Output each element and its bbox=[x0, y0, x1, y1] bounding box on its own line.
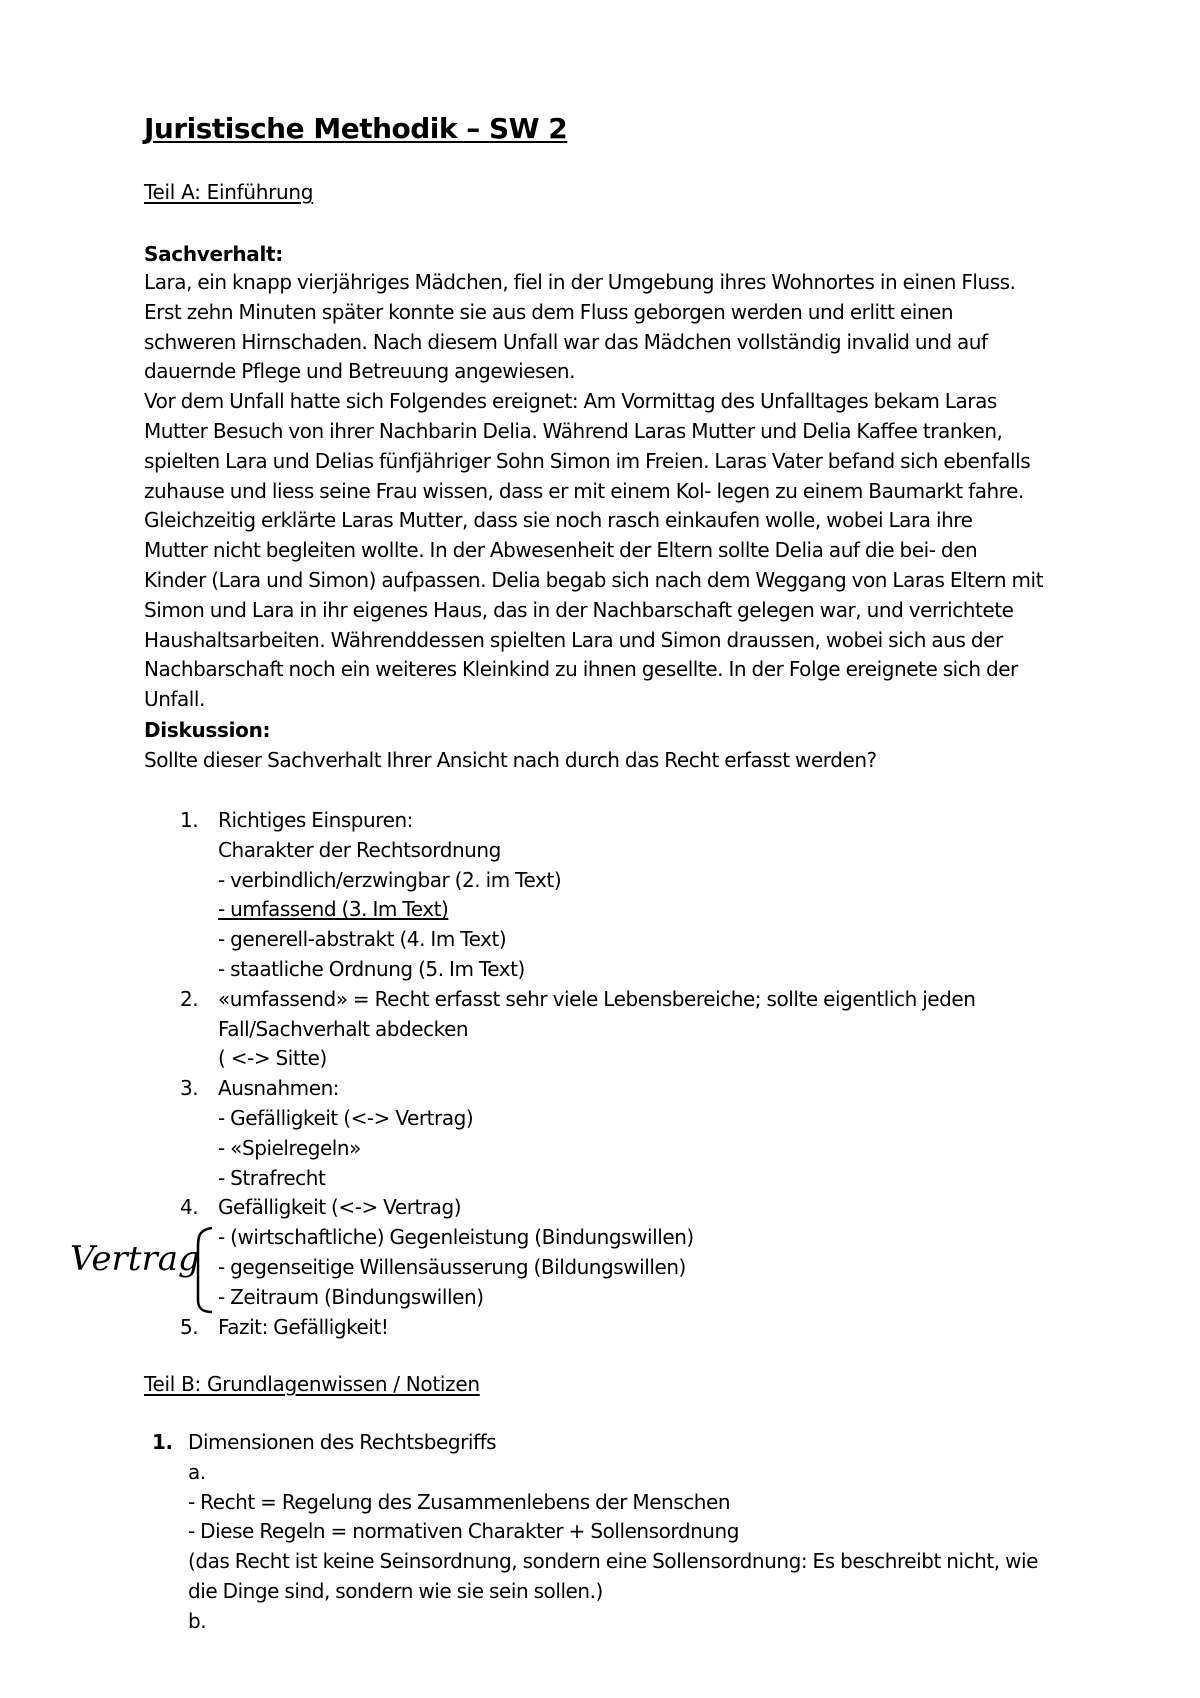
text-line: Vor dem Unfall hatte sich Folgendes ereignet: Am Vormittag des Unfalltages bekam Laras bbox=[144, 389, 997, 414]
list-text: a. bbox=[188, 1459, 206, 1484]
section-heading-teil-b: Teil B: Grundlagenwissen / Notizen bbox=[144, 1372, 480, 1396]
text-line: Lara, ein knapp vierjähriges Mädchen, fiel in der Umgebung ihres Wohnortes in einen Fluss. bbox=[144, 270, 1016, 294]
list-number: 2. bbox=[180, 986, 199, 1011]
text-line: dauernde Pflege und Betreuung angewiesen. bbox=[144, 359, 576, 384]
page-title: Juristische Methodik – SW 2 bbox=[144, 112, 568, 145]
list-text: b. bbox=[188, 1608, 207, 1633]
list-number: 1. bbox=[180, 808, 199, 832]
list-number: 3. bbox=[180, 1076, 199, 1101]
list-text: Ausnahmen: bbox=[218, 1076, 340, 1101]
list-text: «umfassend» = Recht erfasst sehr viele Lebensbereiche; sollte eigentlich jeden bbox=[218, 986, 976, 1011]
underlined-list-text: - umfassend (3. Im Text) bbox=[218, 897, 449, 922]
list-text: - (wirtschaftliche) Gegenleistung (Bindungswillen) bbox=[218, 1225, 694, 1250]
list-text: Charakter der Rechtsordnung bbox=[218, 837, 501, 862]
text-line: Erst zehn Minuten später konnte sie aus dem Fluss geborgen werden und erlitt einen bbox=[144, 299, 954, 324]
list-text: die Dinge sind, sondern wie sie sein sollen.) bbox=[188, 1578, 603, 1603]
list-text: - Diese Regeln = normativen Charakter + Sollensordnung bbox=[188, 1519, 739, 1544]
list-number: 1. bbox=[152, 1430, 173, 1454]
text-line: Mutter Besuch von ihrer Nachbarin Delia. Während Laras Mutter und Delia Kaffee tranken, bbox=[144, 418, 1003, 443]
text-line: Mutter nicht begleiten wollte. In der Abwesenheit der Eltern sollte Delia auf die bei- den bbox=[144, 538, 978, 563]
list-text: - staatliche Ordnung (5. Im Text) bbox=[218, 956, 525, 981]
list-text: Fall/Sachverhalt abdecken bbox=[218, 1016, 469, 1041]
sachverhalt-text bbox=[144, 268, 1084, 715]
list-number: 5. bbox=[180, 1314, 199, 1339]
text-line: Simon und Lara in ihr eigenes Haus, das in der Nachbarschaft gelegen war, und verrichtete bbox=[144, 597, 1014, 622]
text-line: Nachbarschaft noch ein weiteres Kleinkind zu ihnen gesellte. In der Folge ereignete sich der bbox=[144, 657, 1018, 682]
list-number: 4. bbox=[180, 1195, 199, 1220]
list-text: Dimensionen des Rechtsbegriffs bbox=[188, 1430, 497, 1454]
text-line: zuhause und liess seine Frau wissen, dass er mit einem Kol- legen zu einem Baumarkt fahre. bbox=[144, 478, 1024, 503]
handwritten-word: Vertrag bbox=[70, 1239, 200, 1279]
list-text: - verbindlich/erzwingbar (2. im Text) bbox=[218, 867, 562, 892]
text-line: schweren Hirnschaden. Nach diesem Unfall war das Mädchen vollständig invalid und auf bbox=[144, 329, 988, 354]
list-text: Fazit: Gefälligkeit! bbox=[218, 1314, 389, 1339]
diskussion-question: Sollte dieser Sachverhalt Ihrer Ansicht nach durch das Recht erfasst werden? bbox=[144, 748, 877, 772]
list-text: - Zeitraum (Bindungswillen) bbox=[218, 1284, 484, 1309]
text-line: Unfall. bbox=[144, 687, 205, 712]
text-line: Haushaltsarbeiten. Währenddessen spielten Lara und Simon draussen, wobei sich aus der bbox=[144, 627, 1003, 652]
bracket-mark bbox=[198, 1228, 212, 1312]
list-text: - Recht = Regelung des Zusammenlebens der Menschen bbox=[188, 1489, 731, 1514]
sachverhalt-label: Sachverhalt: bbox=[144, 242, 284, 266]
list-text: - generell-abstrakt (4. Im Text) bbox=[218, 927, 507, 952]
handwritten-vertrag-annotation bbox=[70, 1208, 220, 1318]
list-text: - Strafrecht bbox=[218, 1165, 326, 1190]
text-line: Gleichzeitig erklärte Laras Mutter, dass sie noch rasch einkaufen wolle, wobei Lara ihre bbox=[144, 508, 973, 533]
list-text: - gegenseitige Willensäusserung (Bildungswillen) bbox=[218, 1254, 686, 1279]
list-text: - Gefälligkeit (<-> Vertrag) bbox=[218, 1105, 474, 1130]
text-line: Kinder (Lara und Simon) aufpassen. Delia begab sich nach dem Weggang von Laras Eltern mit bbox=[144, 567, 1043, 592]
list-text: ( <-> Sitte) bbox=[218, 1046, 327, 1071]
list-text: - «Spielregeln» bbox=[218, 1135, 361, 1160]
section-heading-teil-a: Teil A: Einführung bbox=[144, 180, 314, 204]
list-text: (das Recht ist keine Seinsordnung, sondern eine Sollensordnung: Es beschreibt nicht, wie bbox=[188, 1549, 1038, 1574]
list-text: Gefälligkeit (<-> Vertrag) bbox=[218, 1195, 462, 1220]
diskussion-label: Diskussion: bbox=[144, 718, 271, 742]
text-line: spielten Lara und Delias fünfjähriger Sohn Simon im Freien. Laras Vater befand sich ebenfalls bbox=[144, 448, 1031, 473]
list-text: Richtiges Einspuren: bbox=[218, 808, 413, 832]
